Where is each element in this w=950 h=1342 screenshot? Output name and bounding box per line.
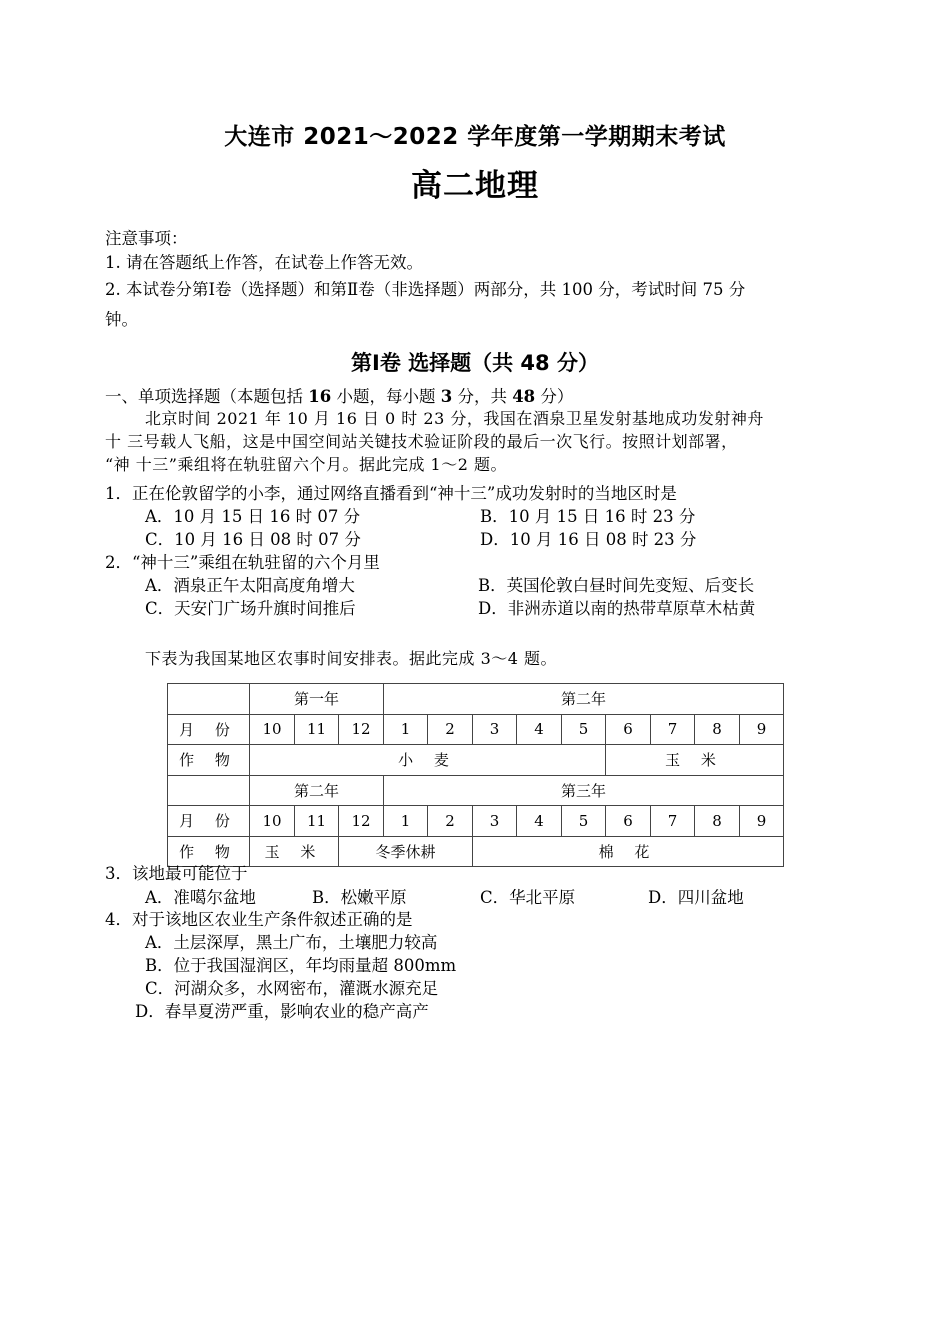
month-cell: 9 — [740, 714, 784, 745]
crop-label: 作 物 — [168, 836, 250, 867]
month-cell: 7 — [651, 714, 695, 745]
q4-stem: 4．对于该地区农业生产条件叙述正确的是 — [105, 910, 413, 929]
table-row — [168, 836, 784, 867]
q4-option-d: D．春旱夏涝严重，影响农业的稳产高产 — [135, 1002, 429, 1021]
month-cell: 1 — [384, 806, 428, 837]
q3-option-a: A．准噶尔盆地 — [145, 888, 256, 907]
q2-option-a: A．酒泉正午太阳高度角增大 — [145, 576, 355, 595]
month-cell: 6 — [606, 714, 651, 745]
month-cell: 1 — [384, 714, 428, 745]
section-title: 第Ⅰ卷 选择题（共 48 分） — [351, 351, 599, 375]
month-cell: 9 — [740, 806, 784, 837]
month-cell: 4 — [517, 714, 562, 745]
month-cell: 3 — [473, 714, 517, 745]
passage1-line1: 北京时间 2021 年 10 月 16 日 0 时 23 分，我国在酒泉卫星发射基地成功发射神舟 — [145, 409, 764, 428]
year-header: 第二年 — [384, 684, 784, 715]
q4-option-c: C．河湖众多，水网密布，灌溉水源充足 — [145, 979, 439, 998]
table-row — [168, 684, 784, 715]
notice-item-2-cont: 钟。 — [105, 310, 138, 329]
crop-cell: 棉 花 — [473, 836, 784, 867]
month-cell: 8 — [695, 714, 740, 745]
table-row — [168, 745, 784, 776]
month-cell: 10 — [250, 806, 295, 837]
q2-option-c: C．天安门广场升旗时间推后 — [145, 599, 356, 618]
notice-heading: 注意事项： — [105, 229, 188, 248]
table-row — [168, 806, 784, 837]
crop-label: 作 物 — [168, 745, 250, 776]
exam-title: 大连市 2021～2022 学年度第一学期期末考试 — [224, 124, 726, 150]
part-heading: 一、单项选择题（本题包括 16 小题，每小题 3 分，共 48 分） — [105, 387, 574, 406]
month-cell: 2 — [428, 806, 473, 837]
q4-option-b: B．位于我国湿润区，年均雨量超 800mm — [145, 956, 457, 975]
month-cell: 12 — [339, 806, 384, 837]
month-cell: 11 — [295, 714, 339, 745]
table-cell-empty — [168, 684, 250, 715]
month-cell: 4 — [517, 806, 562, 837]
month-cell: 11 — [295, 806, 339, 837]
subject-title: 高二地理 — [411, 168, 539, 204]
year-header: 第一年 — [250, 684, 384, 715]
passage1-line2: 十 三号载人飞船，这是中国空间站关键技术验证阶段的最后一次飞行。按照计划部署， — [105, 432, 738, 451]
notice-item-2: 2. 本试卷分第Ⅰ卷（选择题）和第Ⅱ卷（非选择题）两部分，共 100 分，考试时间 75 分 — [105, 280, 746, 299]
crop-cell: 小 麦 — [250, 745, 606, 776]
q4-option-a: A．土层深厚，黑土广布，土壤肥力较高 — [145, 933, 438, 952]
month-label: 月 份 — [168, 806, 250, 837]
year-header: 第二年 — [250, 775, 384, 806]
q1-option-d: D．10 月 16 日 08 时 23 分 — [480, 530, 697, 549]
month-cell: 7 — [651, 806, 695, 837]
q3-stem: 3．该地最可能位于 — [105, 864, 248, 883]
month-label: 月 份 — [168, 714, 250, 745]
month-cell: 5 — [562, 714, 606, 745]
notice-item-1: 1. 请在答题纸上作答，在试卷上作答无效。 — [105, 253, 423, 272]
q3-option-b: B．松嫩平原 — [312, 888, 407, 907]
month-cell: 8 — [695, 806, 740, 837]
year-header: 第三年 — [384, 775, 784, 806]
passage1-line3: “神 十三”乘组将在轨驻留六个月。据此完成 1～2 题。 — [105, 455, 507, 474]
month-cell: 12 — [339, 714, 384, 745]
passage2: 下表为我国某地区农事时间安排表。据此完成 3～4 题。 — [145, 649, 558, 668]
table-cell-empty — [168, 775, 250, 806]
month-cell: 2 — [428, 714, 473, 745]
q1-stem: 1．正在伦敦留学的小李，通过网络直播看到“神十三”成功发射时的当地区时是 — [105, 484, 677, 503]
table-row — [168, 775, 784, 806]
q2-option-d: D．非洲赤道以南的热带草原草木枯黄 — [478, 599, 756, 618]
q2-option-b: B．英国伦敦白昼时间先变短、后变长 — [478, 576, 755, 595]
month-cell: 3 — [473, 806, 517, 837]
q3-option-d: D．四川盆地 — [648, 888, 744, 907]
crop-cell: 冬季休耕 — [339, 836, 473, 867]
table-row — [168, 714, 784, 745]
q2-stem: 2．“神十三”乘组在轨驻留的六个月里 — [105, 553, 380, 572]
q1-option-a: A．10 月 15 日 16 时 07 分 — [145, 507, 361, 526]
q3-option-c: C．华北平原 — [480, 888, 576, 907]
month-cell: 6 — [606, 806, 651, 837]
q1-option-b: B．10 月 15 日 16 时 23 分 — [480, 507, 696, 526]
month-cell: 5 — [562, 806, 606, 837]
q1-option-c: C．10 月 16 日 08 时 07 分 — [145, 530, 361, 549]
month-cell: 10 — [250, 714, 295, 745]
farming-schedule-table — [167, 683, 784, 867]
crop-cell: 玉 米 — [250, 836, 339, 867]
crop-cell: 玉 米 — [606, 745, 784, 776]
